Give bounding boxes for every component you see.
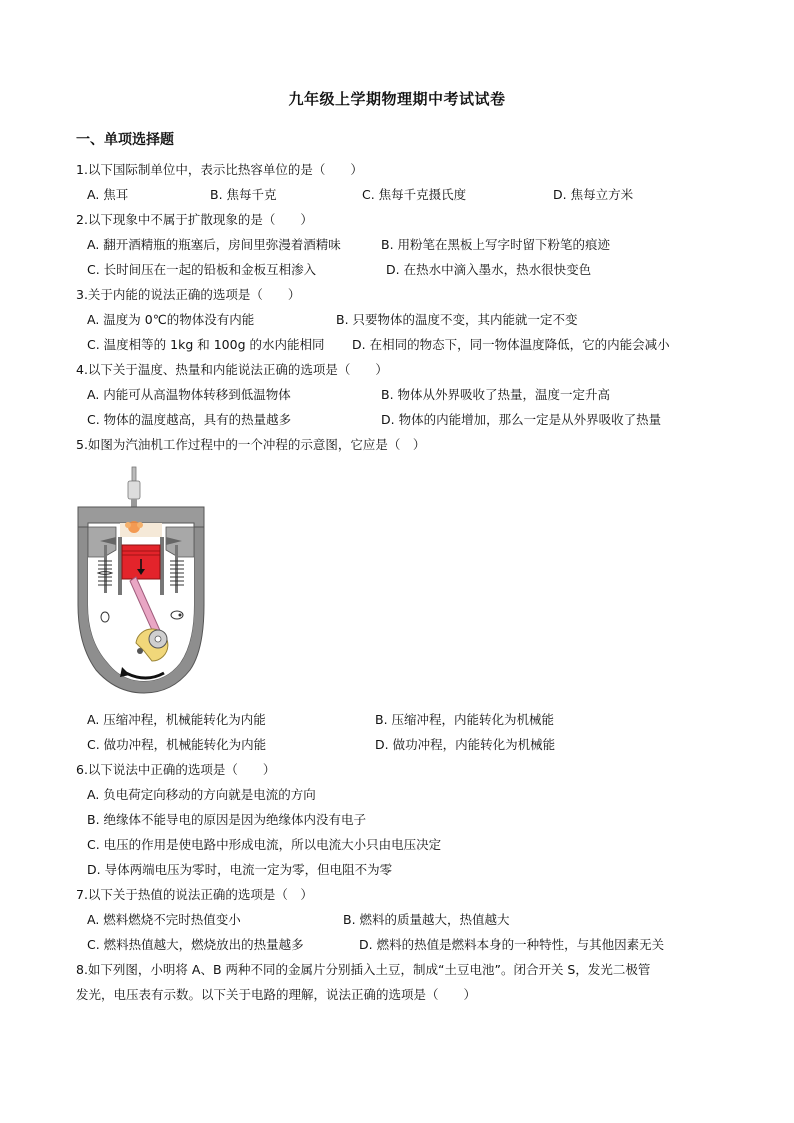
section-heading: 一、单项选择题 [76,132,174,148]
question-4-stem: 4.以下关于温度、热量和内能说法正确的选项是（ ） [76,362,388,377]
question-5-option-c: C. 做功冲程，机械能转化为内能 [87,737,267,752]
question-3-stem: 3.关于内能的说法正确的选项是（ ） [76,287,301,302]
question-1-option-d: D. 焦每立方米 [553,187,634,202]
question-2-option-b: B. 用粉笔在黑板上写字时留下粉笔的痕迹 [381,237,611,252]
question-6-stem: 6.以下说法中正确的选项是（ ） [76,762,276,777]
question-5-option-d: D. 做功冲程，内能转化为机械能 [375,737,556,752]
question-4-option-b: B. 物体从外界吸收了热量，温度一定升高 [381,387,611,402]
question-1-option-b: B. 焦每千克 [210,187,277,202]
question-6-option-d: D. 导体两端电压为零时，电流一定为零，但电阻不为零 [87,862,393,877]
question-1-option-a: A. 焦耳 [87,187,129,202]
question-3-option-b: B. 只要物体的温度不变，其内能就一定不变 [336,312,578,327]
question-1-stem: 1.以下国际制单位中，表示比热容单位的是（ ） [76,162,363,177]
question-5-option-a: A. 压缩冲程，机械能转化为内能 [87,712,266,727]
piston [122,545,160,579]
question-4-option-d: D. 物体的内能增加，那么一定是从外界吸收了热量 [381,412,662,427]
engine-diagram-svg [76,465,211,697]
question-2-option-c: C. 长时间压在一起的铅板和金板互相渗入 [87,262,317,277]
question-3-option-a: A. 温度为 0℃的物体没有内能 [87,312,255,327]
page-title: 九年级上学期物理期中考试试卷 [288,90,506,108]
question-6-option-a: A. 负电荷定向移动的方向就是电流的方向 [87,787,316,802]
question-7-stem: 7.以下关于热值的说法正确的选项是（ ） [76,887,313,902]
question-3-option-c: C. 温度相等的 1kg 和 100g 的水内能相同 [87,337,325,352]
question-4-option-c: C. 物体的温度越高，具有的热量越多 [87,412,292,427]
question-6-option-b: B. 绝缘体不能导电的原因是因为绝缘体内没有电子 [87,812,367,827]
question-8-stem-line-1: 8.如下列图，小明将 A、B 两种不同的金属片分别插入土豆，制成“土豆电池”。闭合开关 S，发光二极管 [76,962,651,977]
question-7-option-b: B. 燃料的质量越大，热值越大 [343,912,510,927]
question-2-option-a: A. 翻开酒精瓶的瓶塞后，房间里弥漫着酒精味 [87,237,341,252]
question-3-option-d: D. 在相同的物态下，同一物体温度降低，它的内能会减小 [352,337,670,352]
question-6-option-c: C. 电压的作用是使电路中形成电流，所以电流大小只由电压决定 [87,837,442,852]
question-7-option-a: A. 燃料燃烧不完时热值变小 [87,912,241,927]
question-2-stem: 2.以下现象中不属于扩散现象的是（ ） [76,212,313,227]
question-7-option-c: C. 燃料热值越大，燃烧放出的热量越多 [87,937,304,952]
question-1-option-c: C. 焦每千克摄氏度 [362,187,467,202]
question-7-option-d: D. 燃料的热值是燃料本身的一种特性，与其他因素无关 [359,937,665,952]
engine-stroke-diagram [76,465,211,697]
question-2-option-d: D. 在热水中滴入墨水，热水很快变色 [386,262,592,277]
question-5-stem: 5.如图为汽油机工作过程中的一个冲程的示意图，它应是（ ） [76,437,426,452]
question-8-stem-line-2: 发光，电压表有示数。以下关于电路的理解，说法正确的选项是（ ） [76,987,477,1002]
question-4-option-a: A. 内能可从高温物体转移到低温物体 [87,387,291,402]
spark-plug-icon [128,467,140,507]
question-5-option-b: B. 压缩冲程，内能转化为机械能 [375,712,555,727]
